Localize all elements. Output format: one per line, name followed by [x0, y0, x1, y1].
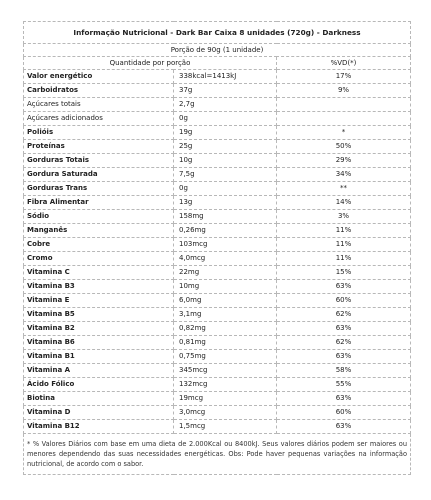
- table-row: [24, 224, 411, 238]
- nutrient-amount: 25g: [174, 140, 277, 154]
- nutrient-vd: 63%: [277, 280, 411, 294]
- nutrient-name: Valor energético: [24, 70, 174, 84]
- nutrient-vd: 11%: [277, 238, 411, 252]
- nutrient-amount: 158mg: [174, 210, 277, 224]
- nutrient-amount: 19mcg: [174, 392, 277, 406]
- table-row: [24, 238, 411, 252]
- nutrient-amount: 0g: [174, 182, 277, 196]
- nutrient-amount: 3,1mg: [174, 308, 277, 322]
- nutrient-name: Vitamina B2: [24, 322, 174, 336]
- table-title: Informação Nutricional - Dark Bar Caixa 8 unidades (720g) - Darkness: [24, 22, 411, 44]
- nutrient-name: Gorduras Totais: [24, 154, 174, 168]
- nutrient-vd: 17%: [277, 70, 411, 84]
- nutrient-name: Vitamina B3: [24, 280, 174, 294]
- nutrient-vd: 15%: [277, 266, 411, 280]
- nutrient-vd: 63%: [277, 350, 411, 364]
- nutrition-facts: [23, 21, 410, 475]
- portion-size: Porção de 90g (1 unidade): [24, 44, 411, 57]
- table-row: [24, 70, 411, 84]
- table-row: [24, 308, 411, 322]
- nutrient-amount: 7,5g: [174, 168, 277, 182]
- nutrient-vd: 11%: [277, 252, 411, 266]
- nutrient-name: Ácido Fólico: [24, 378, 174, 392]
- nutrient-name: Açúcares adicionados: [24, 112, 174, 126]
- table-row: [24, 154, 411, 168]
- nutrient-amount: 22mg: [174, 266, 277, 280]
- portion-row: [24, 44, 411, 57]
- nutrient-vd: *: [277, 126, 411, 140]
- nutrient-vd: 60%: [277, 406, 411, 420]
- table-row: [24, 252, 411, 266]
- nutrient-vd: 9%: [277, 84, 411, 98]
- nutrient-name: Gorduras Trans: [24, 182, 174, 196]
- table-row: [24, 350, 411, 364]
- nutrient-name: Cromo: [24, 252, 174, 266]
- nutrient-vd: 34%: [277, 168, 411, 182]
- nutrient-name: Cobre: [24, 238, 174, 252]
- nutrient-name: Proteínas: [24, 140, 174, 154]
- nutrient-vd: 63%: [277, 322, 411, 336]
- nutrient-name: Vitamina B6: [24, 336, 174, 350]
- nutrient-name: Biotina: [24, 392, 174, 406]
- nutrient-amount: 0,75mg: [174, 350, 277, 364]
- table-row: [24, 126, 411, 140]
- nutrient-vd: 14%: [277, 196, 411, 210]
- title-row: [24, 22, 411, 44]
- nutrient-vd: 62%: [277, 308, 411, 322]
- nutrient-vd: 3%: [277, 210, 411, 224]
- nutrient-name: Vitamina D: [24, 406, 174, 420]
- nutrient-name: Manganês: [24, 224, 174, 238]
- nutrient-name: Sódio: [24, 210, 174, 224]
- nutrient-vd: 62%: [277, 336, 411, 350]
- nutrient-vd: 60%: [277, 294, 411, 308]
- nutrient-name: Vitamina B1: [24, 350, 174, 364]
- nutrient-name: Fibra Alimentar: [24, 196, 174, 210]
- table-row: [24, 294, 411, 308]
- nutrient-amount: 4,0mcg: [174, 252, 277, 266]
- table-row: [24, 140, 411, 154]
- table-row: [24, 364, 411, 378]
- table-row: [24, 112, 411, 126]
- nutrient-amount: 3,0mcg: [174, 406, 277, 420]
- nutrient-amount: 10g: [174, 154, 277, 168]
- nutrient-amount: 6,0mg: [174, 294, 277, 308]
- nutrient-vd: 63%: [277, 392, 411, 406]
- nutrient-vd: 63%: [277, 420, 411, 434]
- nutrient-amount: 2,7g: [174, 98, 277, 112]
- nutrient-vd: [277, 98, 411, 112]
- table-row: [24, 266, 411, 280]
- nutrient-amount: 37g: [174, 84, 277, 98]
- nutrient-name: Vitamina E: [24, 294, 174, 308]
- table-row: [24, 392, 411, 406]
- nutrient-amount: 10mg: [174, 280, 277, 294]
- nutrient-name: Vitamina B12: [24, 420, 174, 434]
- nutrient-amount: 103mcg: [174, 238, 277, 252]
- nutrient-name: Vitamina C: [24, 266, 174, 280]
- nutrient-vd: [277, 112, 411, 126]
- nutrient-amount: 0,82mg: [174, 322, 277, 336]
- nutrient-vd: 11%: [277, 224, 411, 238]
- nutrient-vd: 50%: [277, 140, 411, 154]
- nutrient-amount: 345mcg: [174, 364, 277, 378]
- nutrient-name: Açúcares totais: [24, 98, 174, 112]
- table-row: [24, 84, 411, 98]
- nutrient-amount: 338kcal=1413kJ: [174, 70, 277, 84]
- nutrient-amount: 0,81mg: [174, 336, 277, 350]
- table-row: [24, 210, 411, 224]
- header-row: [24, 57, 411, 70]
- nutrient-vd: 58%: [277, 364, 411, 378]
- table-row: [24, 336, 411, 350]
- table-row: [24, 196, 411, 210]
- footnote-row: [24, 434, 411, 475]
- table-row: [24, 280, 411, 294]
- table-row: [24, 378, 411, 392]
- table-row: [24, 406, 411, 420]
- header-quantity: Quantidade por porção: [24, 57, 277, 70]
- nutrient-amount: 13g: [174, 196, 277, 210]
- nutrient-name: Vitamina A: [24, 364, 174, 378]
- table-row: [24, 420, 411, 434]
- nutrition-table: [23, 21, 411, 475]
- nutrient-amount: 0g: [174, 112, 277, 126]
- table-row: [24, 182, 411, 196]
- nutrient-amount: 1,5mcg: [174, 420, 277, 434]
- footnote: * % Valores Diários com base em uma dieta de 2.000Kcal ou 8400kJ. Seus valores diários podem ser maiores ou menores dependendo das suas necessidades energéticas. Obs: Pode haver pequenas variações na informação nutricional, de acordo com o sabor.: [24, 434, 411, 475]
- table-row: [24, 98, 411, 112]
- nutrient-vd: **: [277, 182, 411, 196]
- nutrient-name: Gordura Saturada: [24, 168, 174, 182]
- nutrient-vd: 55%: [277, 378, 411, 392]
- nutrient-amount: 0,26mg: [174, 224, 277, 238]
- table-row: [24, 322, 411, 336]
- table-row: [24, 168, 411, 182]
- nutrient-amount: 132mcg: [174, 378, 277, 392]
- nutrient-vd: 29%: [277, 154, 411, 168]
- header-vd: %VD(*): [277, 57, 411, 70]
- nutrient-name: Carboidratos: [24, 84, 174, 98]
- nutrient-name: Polióis: [24, 126, 174, 140]
- nutrient-name: Vitamina B5: [24, 308, 174, 322]
- nutrient-amount: 19g: [174, 126, 277, 140]
